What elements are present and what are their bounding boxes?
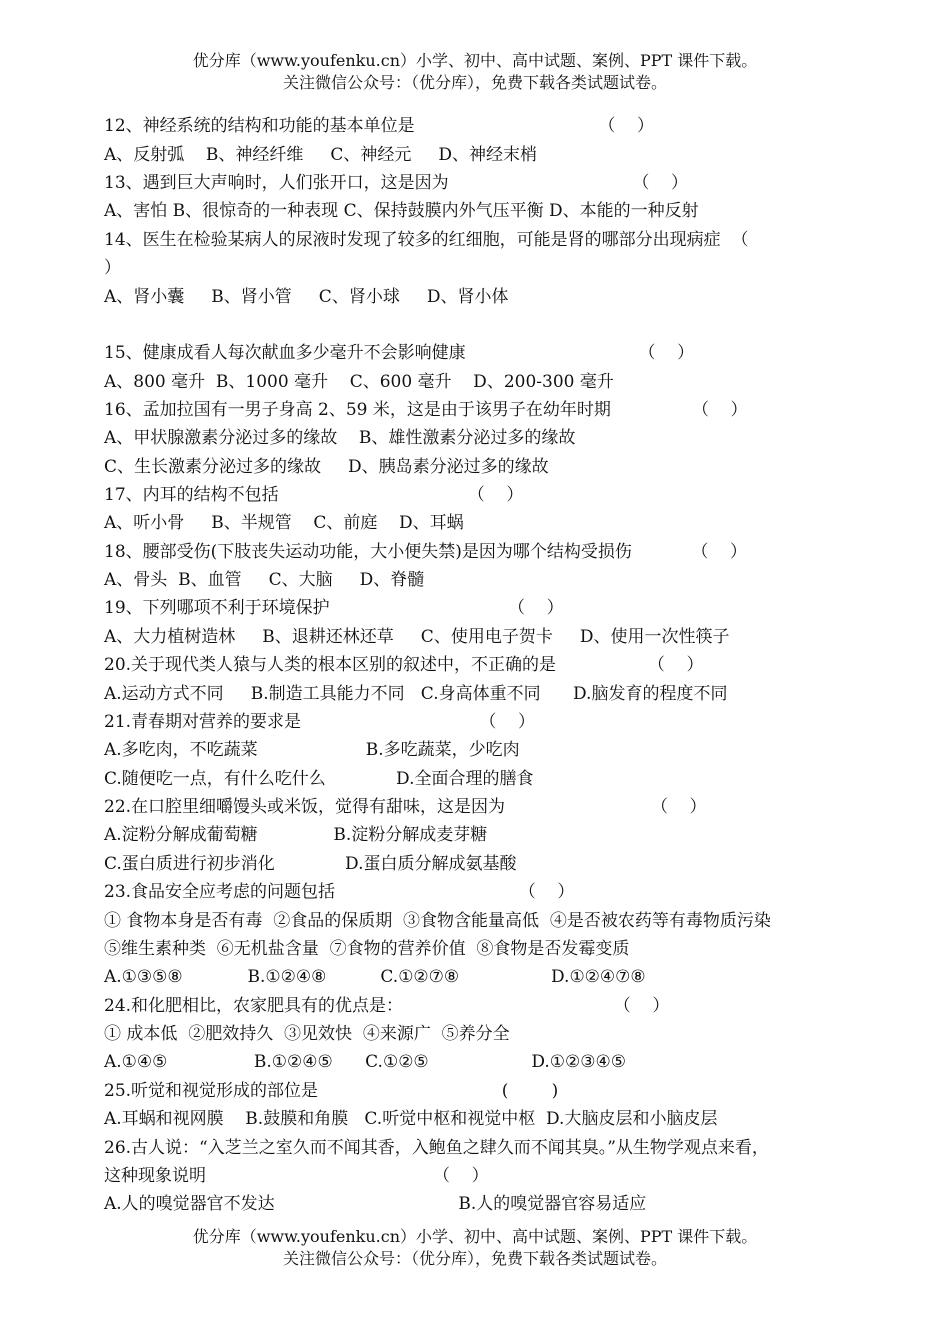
question-14: 14、医生在检验某病人的尿液时发现了较多的红细胞，可能是肾的哪部分出现病症 （ xyxy=(104,230,749,250)
options-22-ab: A.淀粉分解成葡萄糖 B.淀粉分解成麦芽糖 xyxy=(104,825,488,845)
options-18: A、骨头 B、血管 C、大脑 D、脊髓 xyxy=(104,570,425,590)
footer-line-1: 优分库（www.youfenku.cn）小学、初中、高中试题、案例、PPT 课件下载。 xyxy=(192,1227,758,1246)
question-15: 15、健康成看人每次献血多少毫升不会影响健康 （ ） xyxy=(104,343,695,363)
question-12: 12、神经系统的结构和功能的基本单位是 （ ） xyxy=(104,116,654,136)
items-24: ① 成本低 ②肥效持久 ③见效快 ④来源广 ⑤养分全 xyxy=(104,1024,510,1044)
question-22: 22.在口腔里细嚼馒头或米饭，觉得有甜味，这是因为 （ ） xyxy=(104,797,707,817)
question-26: 26.古人说：“入芝兰之室久而不闻其香，入鲍鱼之肆久而不闻其臭。”从生物学观点来看， xyxy=(104,1138,769,1158)
question-26-cont: 这种现象说明 （ ） xyxy=(104,1166,489,1186)
question-23: 23.食品安全应考虑的问题包括 （ ） xyxy=(104,882,575,902)
options-20: A.运动方式不同 B.制造工具能力不同 C.身高体重不同 D.脑发育的程度不同 xyxy=(104,684,728,704)
options-24: A.①④⑤ B.①②④⑤ C.①②⑤ D.①②③④⑤ xyxy=(104,1052,626,1072)
options-26-ab: A.人的嗅觉器官不发达 B.人的嗅觉器官容易适应 xyxy=(104,1194,647,1214)
options-21-ab: A.多吃肉，不吃蔬菜 B.多吃蔬菜，少吃肉 xyxy=(104,740,520,760)
header-line-2: 关注微信公众号：（优分库），免费下载各类试题试卷。 xyxy=(282,73,667,92)
options-22-cd: C.蛋白质进行初步消化 D.蛋白质分解成氨基酸 xyxy=(104,854,517,874)
items-23-b: ⑤维生素种类 ⑥无机盐含量 ⑦食物的营养价值 ⑧食物是否发霉变质 xyxy=(104,939,630,959)
options-15: A、800 毫升 B、1000 毫升 C、600 毫升 D、200-300 毫升 xyxy=(104,372,614,392)
question-13: 13、遇到巨大声响时，人们张开口，这是因为 （ ） xyxy=(104,173,688,193)
page-header xyxy=(0,50,950,94)
question-14-cont: ） xyxy=(104,258,121,278)
question-21: 21.青春期对营养的要求是 （ ） xyxy=(104,712,535,732)
question-20: 20.关于现代类人猿与人类的根本区别的叙述中，不正确的是 （ ） xyxy=(104,655,704,675)
question-17: 17、内耳的结构不包括 （ ） xyxy=(104,485,524,505)
options-19: A、大力植树造林 B、退耕还林还草 C、使用电子贺卡 D、使用一次性筷子 xyxy=(104,627,730,647)
options-23: A.①③⑤⑧ B.①②④⑧ C.①②⑦⑧ D.①②④⑦⑧ xyxy=(104,967,646,987)
options-16-cd: C、生长激素分泌过多的缘故 D、胰岛素分泌过多的缘故 xyxy=(104,457,549,477)
question-25: 25.听觉和视觉形成的部位是 ( ) xyxy=(104,1081,559,1101)
footer-line-2: 关注微信公众号：（优分库），免费下载各类试题试卷。 xyxy=(282,1249,667,1268)
options-13: A、害怕 B、很惊奇的一种表现 C、保持鼓膜内外气压平衡 D、本能的一种反射 xyxy=(104,201,699,221)
question-18: 18、腰部受伤(下肢丧失运动功能，大小便失禁)是因为哪个结构受损伤 （ ） xyxy=(104,542,747,562)
options-25: A.耳蜗和视网膜 B.鼓膜和角膜 C.听觉中枢和视觉中枢 D.大脑皮层和小脑皮层 xyxy=(104,1109,718,1129)
question-24: 24.和化肥相比，农家肥具有的优点是： （ ） xyxy=(104,996,670,1016)
options-14: A、肾小囊 B、肾小管 C、肾小球 D、肾小体 xyxy=(104,287,509,307)
options-16-ab: A、甲状腺激素分泌过多的缘故 B、雄性激素分泌过多的缘故 xyxy=(104,428,576,448)
options-12: A、反射弧 B、神经纤维 C、神经元 D、神经末梢 xyxy=(104,145,538,165)
question-19: 19、下列哪项不利于环境保护 （ ） xyxy=(104,598,564,618)
options-21-cd: C.随便吃一点，有什么吃什么 D.全面合理的膳食 xyxy=(104,769,534,789)
page-footer xyxy=(0,1226,950,1270)
question-16: 16、孟加拉国有一男子身高 2、59 米，这是由于该男子在幼年时期 （ ） xyxy=(104,400,748,420)
items-23-a: ① 食物本身是否有毒 ②食品的保质期 ③食物含能量高低 ④是否被农药等有毒物质污染 xyxy=(104,911,771,931)
header-line-1: 优分库（www.youfenku.cn）小学、初中、高中试题、案例、PPT 课件下载。 xyxy=(192,51,758,70)
options-17: A、听小骨 B、半规管 C、前庭 D、耳蜗 xyxy=(104,513,464,533)
